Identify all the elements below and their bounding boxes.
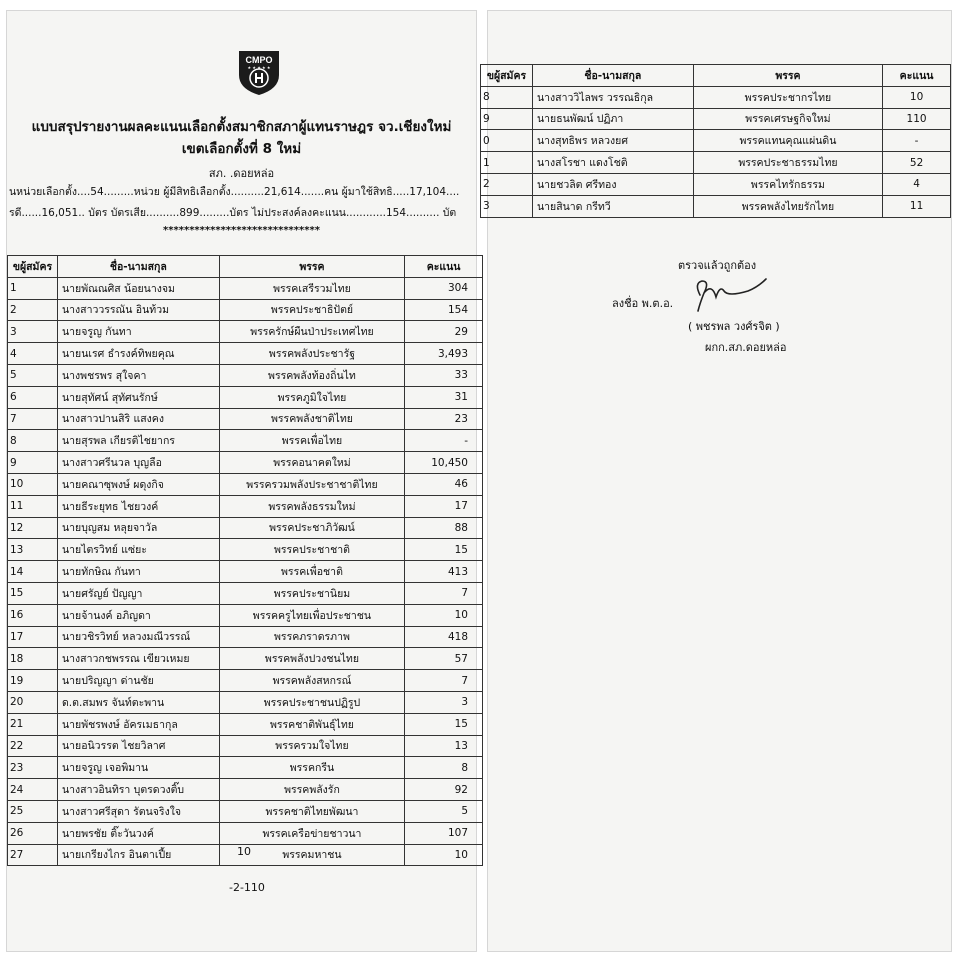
table-row	[8, 735, 483, 757]
party-name: พรรคประชาชนปฏิรูป	[219, 691, 405, 713]
vote-count: 10	[405, 844, 483, 866]
candidate-name: นายพรชัย ติ๊ะวันวงค์	[57, 822, 219, 844]
vote-count: 5	[405, 800, 483, 822]
column-number: ขผู้สมัคร	[8, 256, 58, 278]
table-row	[8, 800, 483, 822]
candidate-name: นายไตรวิทย์ แซ่ยะ	[57, 539, 219, 561]
party-name: พรรคพลังชาติไทย	[219, 408, 405, 430]
vote-count: 107	[405, 822, 483, 844]
candidate-name: นางสุทธิพร หลวงยศ	[532, 130, 693, 152]
candidate-name: นายเกรียงไกร อินตาเปี้ย	[57, 844, 219, 866]
candidate-number: 0	[481, 130, 533, 152]
party-name: พรรคพลังปวงชนไทย	[219, 648, 405, 670]
svg-text:★ ★ ★ ★ ★: ★ ★ ★ ★ ★	[247, 65, 271, 70]
vote-count: -	[405, 430, 483, 452]
table-row	[8, 495, 483, 517]
handwritten-signature	[688, 273, 768, 313]
vote-count: 3,493	[405, 343, 483, 365]
candidate-number: 6	[8, 386, 58, 408]
candidate-name: นางสาวปานสิริ แสงคง	[57, 408, 219, 430]
candidate-number: 19	[8, 670, 58, 692]
table-row	[8, 779, 483, 801]
table-row	[8, 604, 483, 626]
candidate-number: 21	[8, 713, 58, 735]
table-row	[481, 108, 951, 130]
page-footer: -2-110	[229, 881, 265, 894]
vote-count: 31	[405, 386, 483, 408]
vote-count: 52	[883, 152, 951, 174]
party-name: พรรคเสรีรวมไทย	[219, 277, 405, 299]
candidate-name: นายสินาด กรีทวี	[532, 195, 693, 217]
report-title: แบบสรุปรายงานผลคะแนนเลือกตั้งสมาชิกสภาผู้แทนราษฎร จว.เชียงใหม่	[31, 119, 452, 135]
report-page-right	[483, 10, 952, 952]
candidate-name: นางสาววิไลพร วรรณธิกุล	[532, 86, 693, 108]
party-name: พรรคประชาธรรมไทย	[693, 152, 882, 174]
party-name: พรรคพลังไทยรักไทย	[693, 195, 882, 217]
candidate-name: นายจรูญ เจอพิมาน	[57, 757, 219, 779]
candidate-number: 15	[8, 582, 58, 604]
candidate-name: นางพชรพร สุใจคา	[57, 364, 219, 386]
summary-line-ballots: รดี......16,051.. บัตร บัตรเสีย..........899.........บัตร ไม่ประสงค์ลงคะแนน............154.......... บัต	[9, 207, 457, 219]
candidate-name: นางสาวอินทิรา บุตรดวงติ๊บ	[57, 779, 219, 801]
party-name: พรรคเพื่อไทย	[219, 430, 405, 452]
candidate-number: 23	[8, 757, 58, 779]
table-row	[8, 648, 483, 670]
candidate-name: นายบุญสม หลุยจาวัล	[57, 517, 219, 539]
candidate-name: นายจ้านงค์ อภิญดา	[57, 604, 219, 626]
vote-count: 11	[883, 195, 951, 217]
table-row	[8, 561, 483, 583]
table-row	[8, 670, 483, 692]
party-name: พรรครวมพลังประชาชาติไทย	[219, 473, 405, 495]
table-row	[8, 408, 483, 430]
candidate-number: 18	[8, 648, 58, 670]
vote-count: 17	[405, 495, 483, 517]
table-row	[8, 473, 483, 495]
candidate-name: นางสาววรรณัน อินท้วม	[57, 299, 219, 321]
table-row	[8, 364, 483, 386]
table-row	[8, 452, 483, 474]
table-row	[8, 386, 483, 408]
candidate-name: นายธนพัฒน์ ปฏิภา	[532, 108, 693, 130]
candidate-name: นายธีระยุทธ ไชยวงค์	[57, 495, 219, 517]
party-name: พรรคชาติพันธุ์ไทย	[219, 713, 405, 735]
candidate-name: นายพัชรพงษ์ อัครเมธากุล	[57, 713, 219, 735]
candidate-number: 9	[8, 452, 58, 474]
vote-count: 418	[405, 626, 483, 648]
table-row	[481, 173, 951, 195]
candidate-name: นายศรัญย์ ปัญญา	[57, 582, 219, 604]
separator-stars: ******************************	[163, 225, 320, 236]
party-name: พรรครวมใจไทย	[219, 735, 405, 757]
vote-count: 29	[405, 321, 483, 343]
vote-count: 7	[405, 670, 483, 692]
party-name: พรรคประชานิยม	[219, 582, 405, 604]
vote-count: 15	[405, 539, 483, 561]
vote-count: 33	[405, 364, 483, 386]
candidate-number: 10	[8, 473, 58, 495]
candidate-number: 13	[8, 539, 58, 561]
party-name: พรรคประชาภิวัฒน์	[219, 517, 405, 539]
vote-count: 3	[405, 691, 483, 713]
svg-text:CMPO: CMPO	[245, 55, 273, 65]
candidate-number: 5	[8, 364, 58, 386]
table-row	[481, 130, 951, 152]
vote-count: 23	[405, 408, 483, 430]
police-station: สภ. .ดอยหล่อ	[208, 167, 275, 180]
candidate-number: 27	[8, 844, 58, 866]
candidate-number: 11	[8, 495, 58, 517]
vote-count: 10	[405, 604, 483, 626]
column-votes: คะแนน	[883, 65, 951, 87]
candidate-number: 4	[8, 343, 58, 365]
vote-count: -	[883, 130, 951, 152]
column-party: พรรค	[219, 256, 405, 278]
candidate-name: นางสโรชา แดงโชติ	[532, 152, 693, 174]
table-row	[481, 152, 951, 174]
candidate-number: 1	[8, 277, 58, 299]
candidate-name: นายสุทัศน์ สุทัศนรักษ์	[57, 386, 219, 408]
party-name: พรรคอนาคตใหม่	[219, 452, 405, 474]
party-name: พรรคเศรษฐกิจใหม่	[693, 108, 882, 130]
candidate-name: นางสาวกชพรรณ เขียวเหมย	[57, 648, 219, 670]
party-name: พรรคภูมิใจไทย	[219, 386, 405, 408]
column-party: พรรค	[693, 65, 882, 87]
vote-count: 7	[405, 582, 483, 604]
candidate-number: 24	[8, 779, 58, 801]
party-name: พรรคมหาชน	[219, 844, 405, 866]
table-row	[8, 299, 483, 321]
table-row	[8, 321, 483, 343]
table-header-row	[481, 65, 951, 87]
table-row	[8, 430, 483, 452]
vote-count: 110	[883, 108, 951, 130]
party-name: พรรคประชาธิปัตย์	[219, 299, 405, 321]
party-name: พรรคประชาชาติ	[219, 539, 405, 561]
column-votes: คะแนน	[405, 256, 483, 278]
party-name: พรรคชาติไทยพัฒนา	[219, 800, 405, 822]
column-name: ชื่อ-นามสกุล	[57, 256, 219, 278]
candidate-number: 26	[8, 822, 58, 844]
table-row	[8, 582, 483, 604]
table-row	[8, 277, 483, 299]
column-name: ชื่อ-นามสกุล	[532, 65, 693, 87]
results-table-left	[7, 255, 483, 866]
vote-count: 413	[405, 561, 483, 583]
table-row	[481, 86, 951, 108]
table-row	[8, 713, 483, 735]
party-name: พรรคไทรักธรรม	[693, 173, 882, 195]
candidate-name: นายวชิรวิทย์ หลวงมณีวรรณ์	[57, 626, 219, 648]
candidate-name: นายพัณณศิส น้อยนางจม	[57, 277, 219, 299]
party-name: พรรคแทนคุณแผ่นดิน	[693, 130, 882, 152]
candidate-number: 1	[481, 152, 533, 174]
vote-count: 57	[405, 648, 483, 670]
verified-label: ตรวจแล้วถูกต้อง	[678, 259, 757, 272]
party-name: พรรคเครือข่ายชาวนา	[219, 822, 405, 844]
candidate-number: 25	[8, 800, 58, 822]
results-table-right	[480, 64, 951, 218]
candidate-name: นางสาวศรีสุดา รัตนจริงใจ	[57, 800, 219, 822]
vote-count: 10,450	[405, 452, 483, 474]
party-name: พรรครักษ์ผืนป่าประเทศไทย	[219, 321, 405, 343]
candidate-name: นายทักษิณ กันทา	[57, 561, 219, 583]
vote-count: 154	[405, 299, 483, 321]
table-row	[8, 517, 483, 539]
vote-count: 13	[405, 735, 483, 757]
candidate-name: นายจรูญ กันทา	[57, 321, 219, 343]
candidate-number: 3	[481, 195, 533, 217]
summary-line-voters: นหน่วยเลือกตั้ง....54.........หน่วย ผู้มีสิทธิเลือกตั้ง..........21,614.......คน ผู้มาใช้สิทธิ.....17,104....	[9, 186, 460, 198]
candidate-number: 8	[8, 430, 58, 452]
sign-label: ลงชื่อ พ.ต.อ.	[612, 297, 674, 310]
signer-position: ผกก.สภ.ดอยหล่อ	[705, 341, 787, 354]
column-number: ขผู้สมัคร	[481, 65, 533, 87]
party-name: พรรคภราดรภาพ	[219, 626, 405, 648]
vote-count: 46	[405, 473, 483, 495]
cmpo-logo	[234, 47, 284, 97]
party-name: พรรคกรีน	[219, 757, 405, 779]
candidate-name: ด.ต.สมพร จันท์ตะพาน	[57, 691, 219, 713]
party-name: พรรคเพื่อชาติ	[219, 561, 405, 583]
party-name: พรรคพลังรัก	[219, 779, 405, 801]
party-name: พรรคพลังประชารัฐ	[219, 343, 405, 365]
district-title: เขตเลือกตั้งที่ 8 ใหม่	[181, 141, 302, 157]
vote-count: 10	[883, 86, 951, 108]
vote-count: 304	[405, 277, 483, 299]
candidate-number: 22	[8, 735, 58, 757]
party-name: พรรคพลังท้องถิ่นไท	[219, 364, 405, 386]
party-name: พรรคพลังธรรมใหม่	[219, 495, 405, 517]
report-page-left	[6, 10, 477, 952]
table-header-row	[8, 256, 483, 278]
candidate-name: นางสาวศรีนวล บุญลือ	[57, 452, 219, 474]
vote-count: 92	[405, 779, 483, 801]
table-row	[8, 757, 483, 779]
candidate-name: นายคณาซุพงษ์ ผดุงกิจ	[57, 473, 219, 495]
candidate-number: 8	[481, 86, 533, 108]
candidate-number: 3	[8, 321, 58, 343]
signer-name: ( พชรพล วงศ์รจิต )	[688, 320, 780, 333]
table-row	[8, 539, 483, 561]
candidate-number: 2	[481, 173, 533, 195]
candidate-number: 17	[8, 626, 58, 648]
table-row	[8, 626, 483, 648]
candidate-number: 20	[8, 691, 58, 713]
vote-count: 4	[883, 173, 951, 195]
table-row	[8, 691, 483, 713]
table-row	[8, 822, 483, 844]
party-name: พรรคพลังสหกรณ์	[219, 670, 405, 692]
candidate-name: นายปริญญา ด่านชัย	[57, 670, 219, 692]
candidate-name: นายอนิวรรต ไชยวิลาศ	[57, 735, 219, 757]
candidate-number: 2	[8, 299, 58, 321]
candidate-number: 9	[481, 108, 533, 130]
vote-count: 88	[405, 517, 483, 539]
table-row	[481, 195, 951, 217]
candidate-name: นายชวลิต ศรีทอง	[532, 173, 693, 195]
table-row	[8, 343, 483, 365]
party-name: พรรคประชากรไทย	[693, 86, 882, 108]
candidate-number: 16	[8, 604, 58, 626]
candidate-number: 12	[8, 517, 58, 539]
candidate-name: นายนเรศ ธำรงค์ทิพยคุณ	[57, 343, 219, 365]
candidate-name: นายสุรพล เกียรติไชยากร	[57, 430, 219, 452]
candidate-number: 14	[8, 561, 58, 583]
party-name: พรรคครูไทยเพื่อประชาชน	[219, 604, 405, 626]
candidate-number: 7	[8, 408, 58, 430]
page-total: 10	[237, 845, 251, 858]
vote-count: 15	[405, 713, 483, 735]
vote-count: 8	[405, 757, 483, 779]
